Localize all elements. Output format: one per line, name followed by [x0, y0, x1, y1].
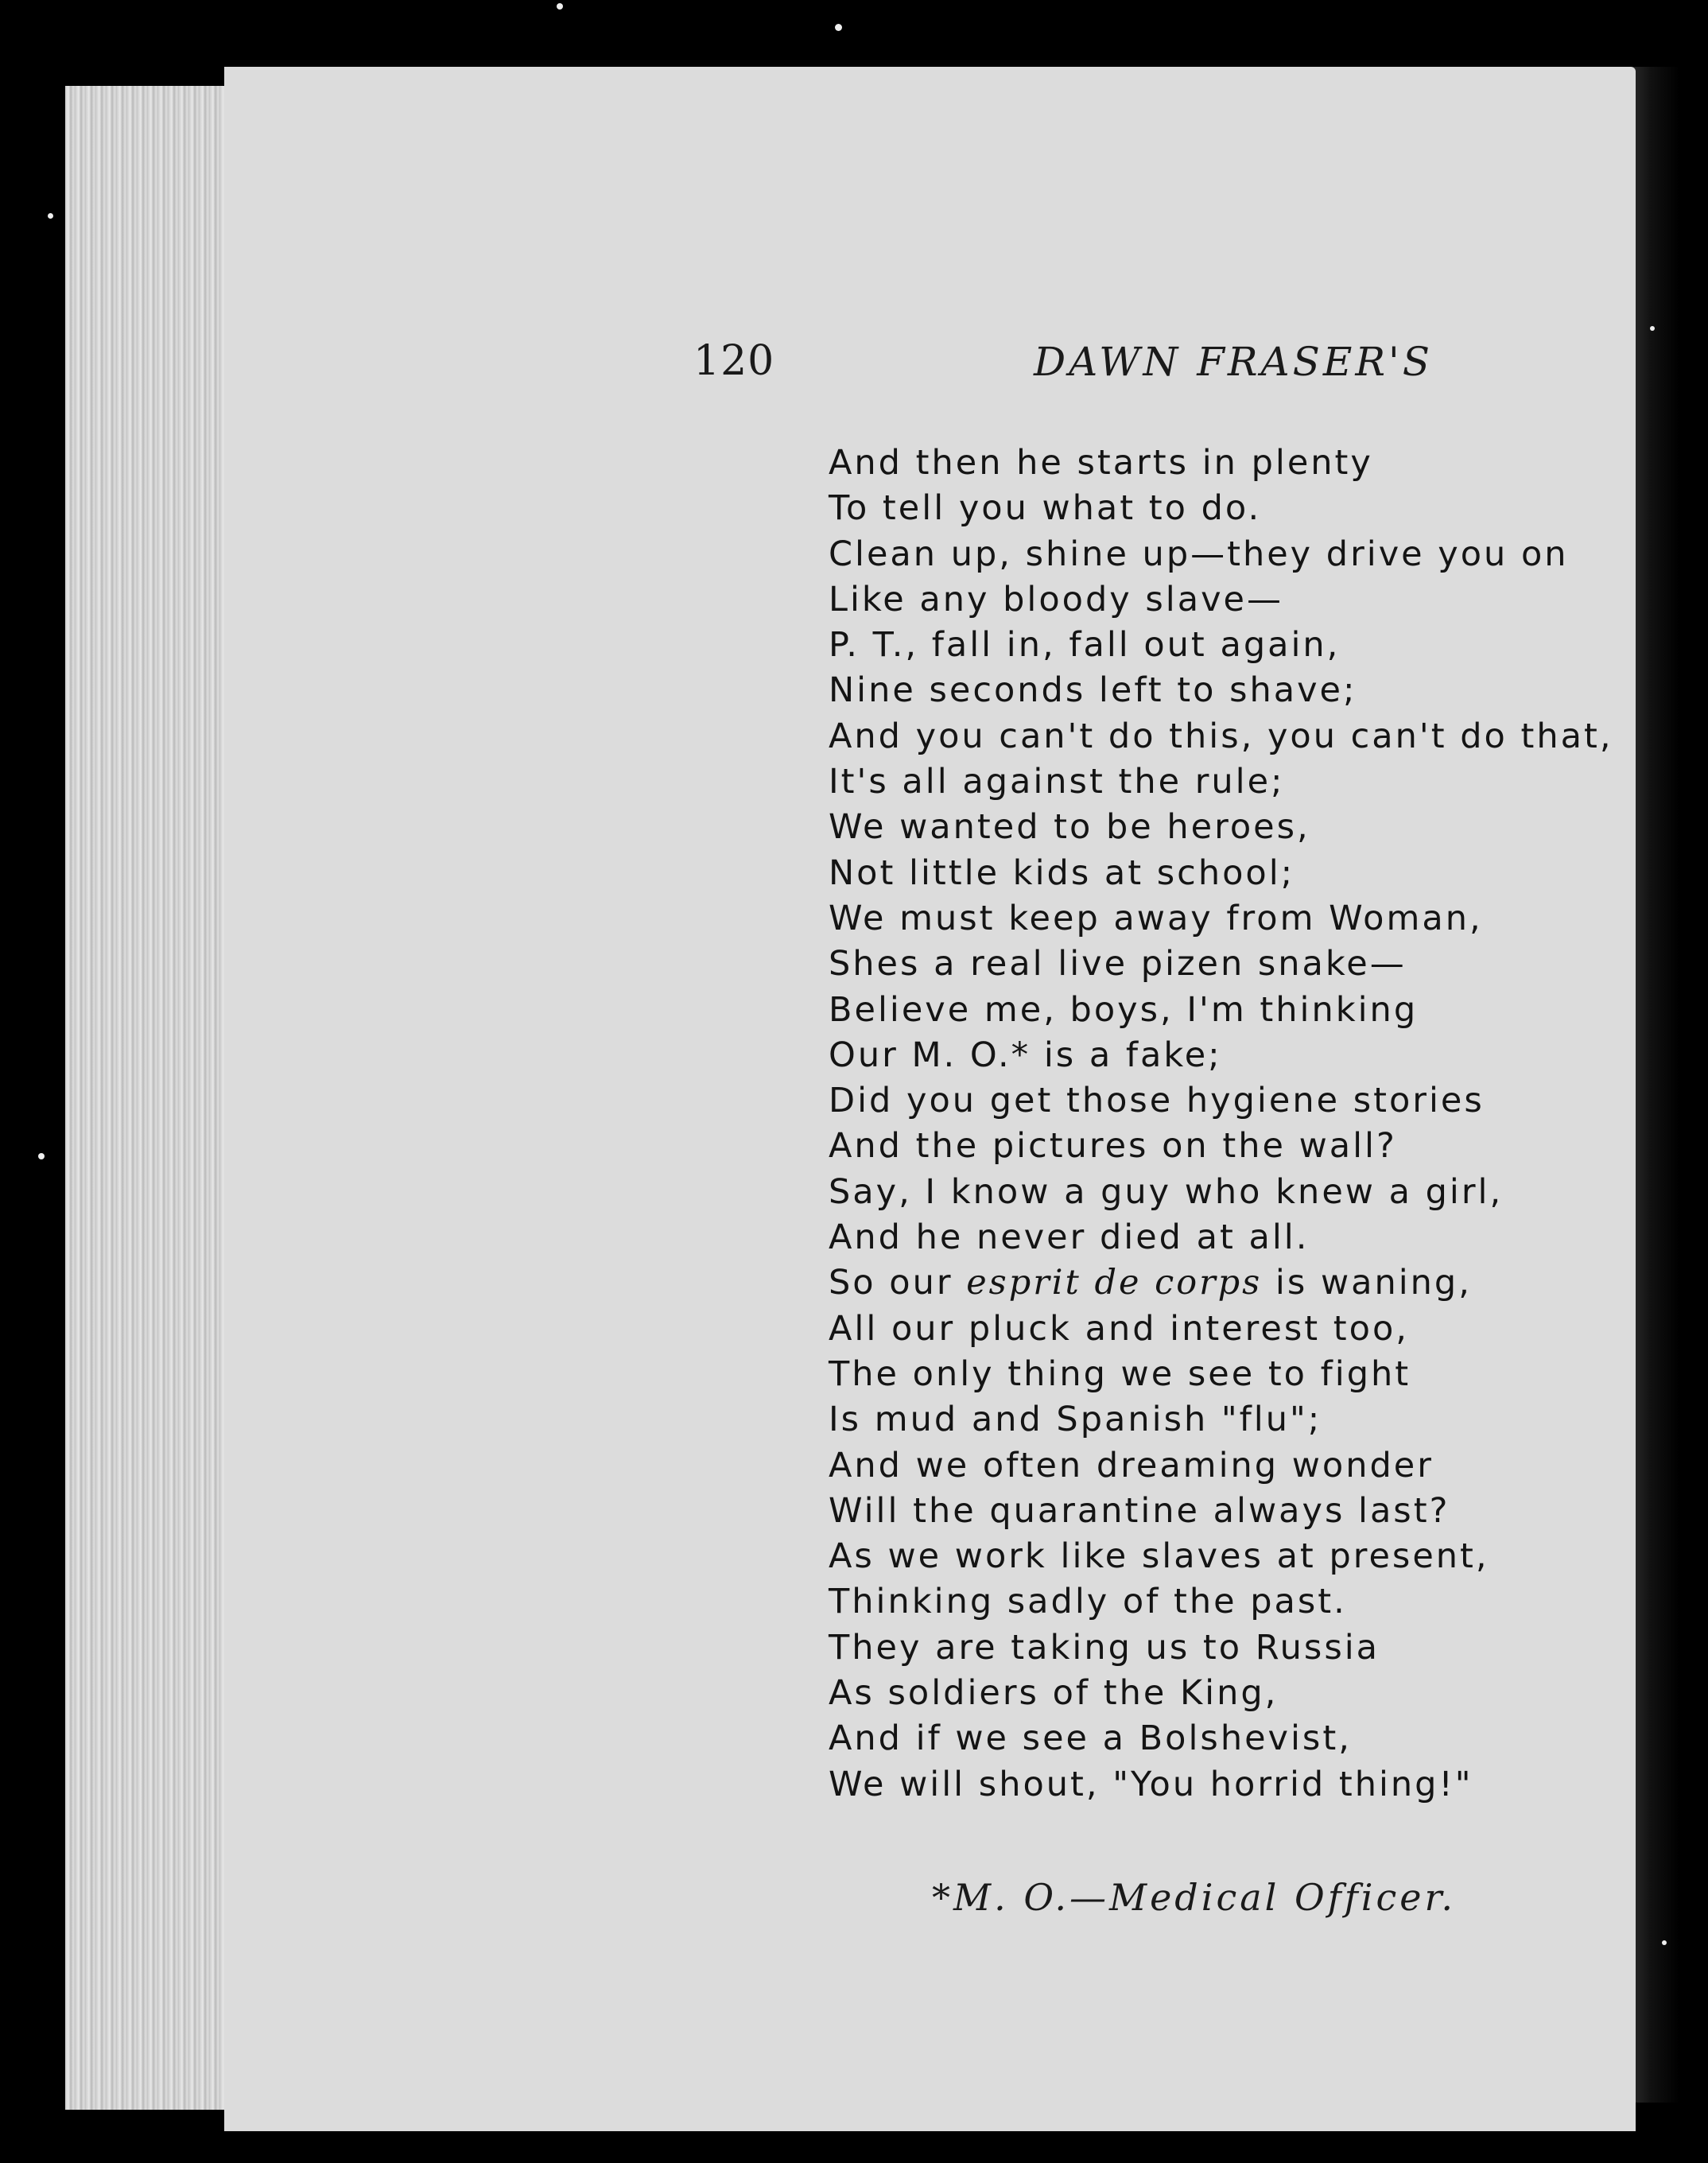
poem-line: They are taking us to Russia [829, 1627, 1380, 1668]
scan-speck [1650, 326, 1655, 331]
poem-text [829, 441, 1656, 1808]
poem-line: P. T., fall in, fall out again, [829, 625, 1341, 666]
poem-line: Believe me, boys, I'm thinking [829, 989, 1419, 1030]
poem-line-head: So our [829, 1263, 953, 1303]
poem-line: And the pictures on the wall? [829, 1126, 1397, 1167]
book-page [224, 67, 1636, 2131]
poem-line: Our M. O.* is a fake; [829, 1035, 1222, 1075]
poem-line: Is mud and Spanish "flu"; [829, 1400, 1322, 1440]
scan-speck [38, 1153, 45, 1159]
poem-line-esprit [829, 1260, 1656, 1306]
scan-speck [1662, 1940, 1667, 1945]
scan-speck [48, 213, 53, 219]
poem-line: To tell you what to do. [829, 488, 1262, 529]
poem-line: And we often dreaming wonder [829, 1445, 1434, 1485]
poem-line: Did you get those hygiene stories [829, 1081, 1485, 1121]
poem-line: And if we see a Bolshevist, [829, 1718, 1352, 1759]
poem-line: Not little kids at school; [829, 852, 1295, 893]
footnote: *M. O.—Medical Officer. [932, 1876, 1457, 1919]
poem-line: Clean up, shine up—they drive you on [829, 534, 1569, 574]
poem-line-tail: is waning, [1275, 1263, 1472, 1303]
poem-line: As soldiers of the King, [829, 1673, 1279, 1714]
poem-line: Like any bloody slave— [829, 579, 1283, 619]
poem-line: We will shout, "You horrid thing!" [829, 1764, 1473, 1804]
poem-line: And then he starts in plenty [829, 443, 1373, 483]
poem-line: Nine seconds left to shave; [829, 670, 1357, 711]
scan-speck [835, 24, 842, 31]
poem-line: Shes a real live pizen snake— [829, 944, 1407, 984]
italic-phrase: esprit de corps [966, 1263, 1263, 1303]
poem-line: Thinking sadly of the past. [829, 1582, 1347, 1622]
page-header [224, 337, 1636, 393]
poem-line: We must keep away from Woman, [829, 898, 1483, 938]
poem-line: Say, I know a guy who knew a girl, [829, 1171, 1504, 1212]
page-number: 120 [693, 337, 775, 385]
running-title: DAWN FRASER'S [1034, 339, 1434, 385]
poem-line: As we work like slaves at present, [829, 1536, 1489, 1577]
poem-line: All our pluck and interest too, [829, 1308, 1409, 1349]
poem-line: The only thing we see to fight [829, 1353, 1411, 1394]
poem-line: And he never died at all. [829, 1217, 1310, 1258]
poem-line: It's all against the rule; [829, 762, 1285, 802]
book-page-edges [65, 86, 228, 2110]
scan-speck [557, 3, 563, 10]
poem-line: And you can't do this, you can't do that, [829, 716, 1613, 756]
poem-line: Will the quarantine always last? [829, 1490, 1450, 1531]
poem-line: We wanted to be heroes, [829, 807, 1310, 848]
